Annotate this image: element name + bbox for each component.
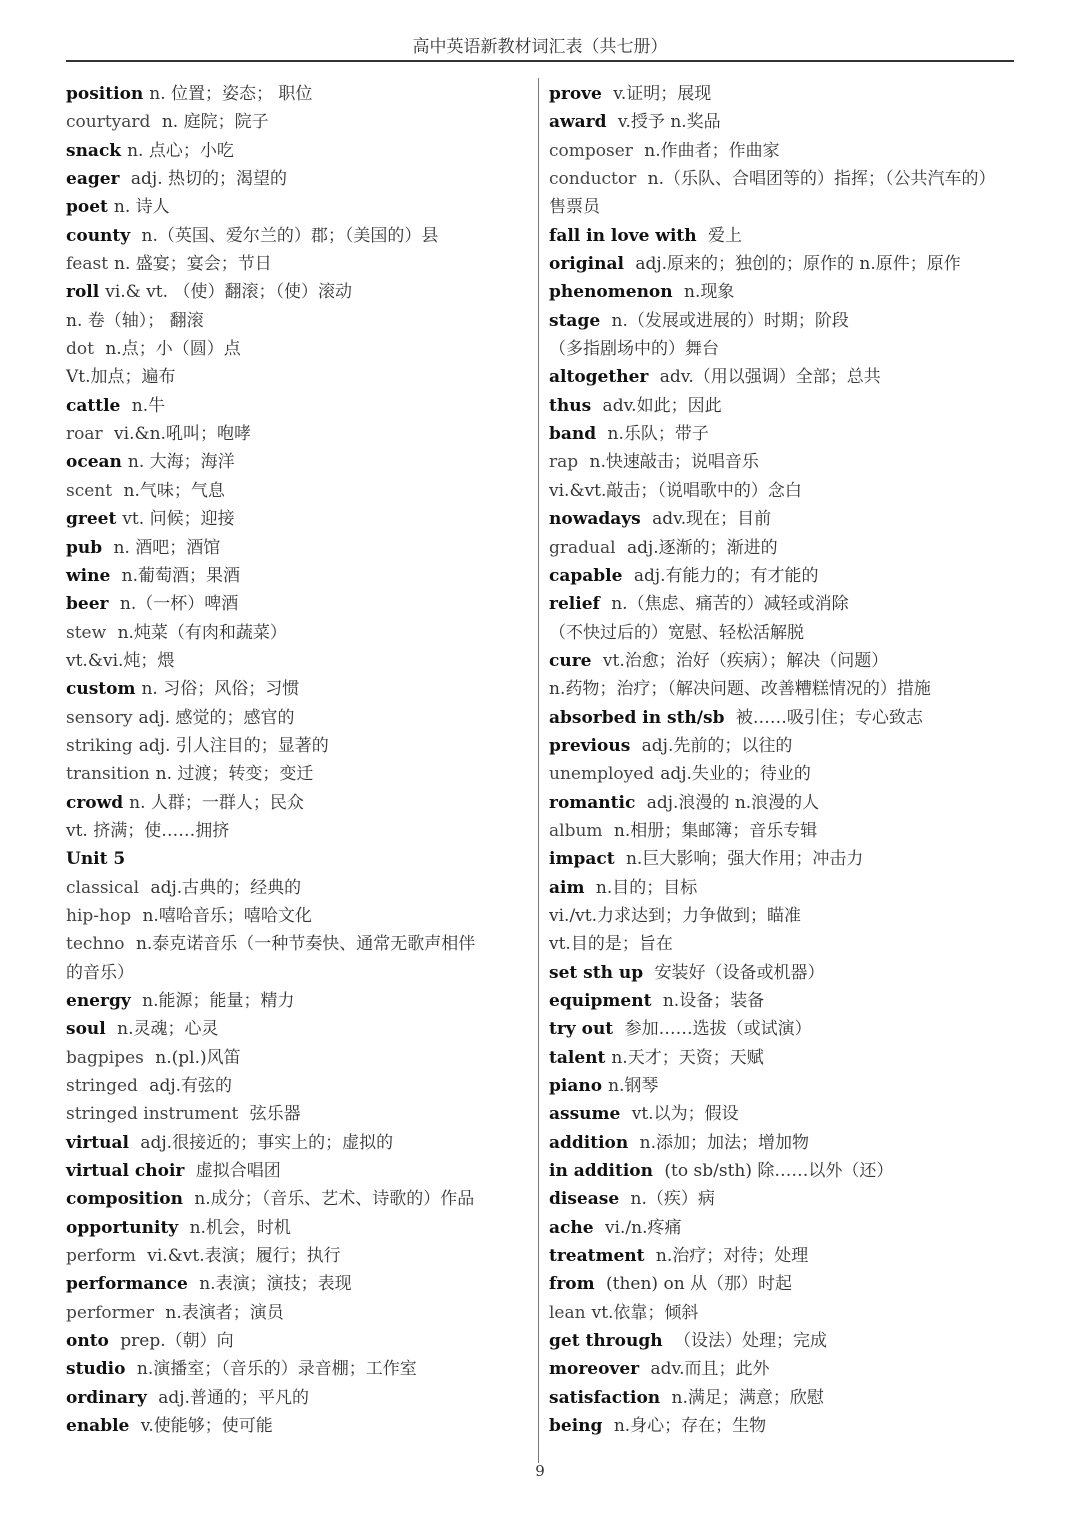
vocab-word: bagpipes <box>66 1047 144 1068</box>
vocab-word: enable <box>66 1416 130 1437</box>
vocab-meaning: adj.有能力的；有才能的 <box>628 565 819 586</box>
vocab-entry <box>66 278 532 306</box>
vocab-meaning: vi./n.疼痛 <box>599 1217 682 1238</box>
vocab-meaning: n.灵魂；心灵 <box>111 1019 219 1040</box>
vocab-meaning: n.现象 <box>678 282 735 303</box>
vocab-entry <box>66 619 532 647</box>
vocab-word: stew <box>66 622 107 643</box>
vocab-entry <box>549 363 1019 391</box>
vocab-word: soul <box>66 1019 106 1040</box>
vocab-meaning: n.表演；演技；表现 <box>193 1274 352 1295</box>
vocab-entry <box>66 307 532 335</box>
vocab-entry <box>549 505 1019 533</box>
vocab-word: from <box>549 1274 595 1295</box>
vocab-word: beer <box>66 594 109 615</box>
vocab-word: composer <box>549 140 633 161</box>
vocab-word: set sth up <box>549 962 644 983</box>
vocab-meaning: n.快速敲击；说唱音乐 <box>584 452 759 473</box>
vocab-entry <box>66 902 532 930</box>
vocab-meaning: vi.&vt.敲击；（说唱歌中的）念白 <box>549 480 802 501</box>
vocab-word: stringed instrument <box>66 1104 239 1125</box>
vocab-meaning: adj.先前的；以往的 <box>636 735 793 756</box>
vocab-word: opportunity <box>66 1217 179 1238</box>
vocab-entry <box>549 1384 1019 1412</box>
vocab-meaning: （不快过后的）宽慰、轻松活解脱 <box>549 622 804 643</box>
vocab-word: onto <box>66 1331 109 1352</box>
vocab-word: stage <box>549 310 601 331</box>
vocab-meaning: n. 点心；小吃 <box>127 140 234 161</box>
vocab-word: classical <box>66 877 140 898</box>
vocab-meaning: vt.依靠；倾斜 <box>591 1302 699 1323</box>
vocab-entry <box>549 222 1019 250</box>
vocab-meaning: n.药物；治疗；（解决问题、改善糟糕情况的）措施 <box>549 679 931 700</box>
vocab-meaning: n.葡萄酒；果酒 <box>116 565 241 586</box>
vocab-entry <box>549 1355 1019 1383</box>
vocab-meaning: n.身心；存在；生物 <box>608 1416 767 1437</box>
vocab-meaning: n. 位置；姿态； 职位 <box>149 84 313 104</box>
vocab-meaning: n.点；小（圆）点 <box>99 339 241 360</box>
vocab-meaning: n.牛 <box>126 395 166 416</box>
vocab-entry <box>66 1299 532 1327</box>
vocab-word: altogether <box>549 367 649 388</box>
vocab-entry <box>549 165 1019 193</box>
vocab-word: energy <box>66 991 131 1011</box>
vocab-entry <box>549 335 1019 363</box>
vocab-entry <box>549 732 1019 760</box>
vocab-meaning: n. 卷（轴）； 翻滚 <box>66 310 204 331</box>
vocab-word: absorbed in sth/sb <box>549 707 725 728</box>
vocab-meaning: n. 酒吧；酒馆 <box>108 537 221 558</box>
vocab-meaning: adj.原来的；独创的；原作的 n.原件；原作 <box>629 254 961 275</box>
vocab-word: sensory <box>66 707 133 728</box>
vocab-word: crowd <box>66 792 124 813</box>
vocab-entry <box>66 1214 532 1242</box>
vocab-word: fall in love with <box>549 225 697 246</box>
vocab-meaning: vt. 问候；迎接 <box>122 509 235 530</box>
vocab-word: conductor <box>549 169 637 190</box>
vocab-entry <box>549 562 1019 590</box>
vocab-entry <box>66 222 532 250</box>
vocab-meaning: （设法）处理；完成 <box>668 1331 827 1352</box>
vocab-word: previous <box>549 735 631 756</box>
vocab-meaning: vi.& vt. （使）翻滚；（使）滚动 <box>105 282 352 303</box>
left-vocabulary-column <box>66 80 532 1441</box>
vocab-meaning: n.泰克诺音乐（一种节奏快、通常无歌声相伴 <box>130 934 476 955</box>
vocab-word: ache <box>549 1217 594 1238</box>
vocab-word: ordinary <box>66 1387 147 1408</box>
vocab-entry <box>549 1100 1019 1128</box>
vocab-entry <box>549 534 1019 562</box>
vocab-meaning: vt.目的是；旨在 <box>549 934 673 955</box>
vocab-entry <box>549 817 1019 845</box>
vocab-entry <box>549 930 1019 958</box>
vocab-entry <box>549 108 1019 136</box>
vocab-word: virtual choir <box>66 1161 185 1182</box>
vocab-meaning: vi./vt.力求达到；力争做到；瞄准 <box>549 905 802 926</box>
vocab-entry <box>549 137 1019 165</box>
vocab-meaning: n.相册；集邮簿；音乐专辑 <box>608 820 818 841</box>
vocab-meaning: adj.浪漫的 n.浪漫的人 <box>641 792 820 813</box>
vocab-meaning: n.气味；气息 <box>118 480 225 501</box>
vocab-word: capable <box>549 565 623 586</box>
vocab-entry <box>549 448 1019 476</box>
vocab-entry <box>549 590 1019 618</box>
vocab-meaning: n.（发展或进展的）时期；阶段 <box>606 310 849 331</box>
vocab-word: disease <box>549 1189 620 1210</box>
vocab-word: nowadays <box>549 509 641 530</box>
vocab-entry <box>66 1242 532 1270</box>
vocab-word: moreover <box>549 1359 640 1380</box>
vocab-entry <box>66 845 532 873</box>
vocab-entry <box>66 704 532 732</box>
vocab-word: piano <box>549 1076 603 1097</box>
vocab-entry <box>549 80 1019 108</box>
vocab-entry <box>549 902 1019 930</box>
vocab-entry <box>66 732 532 760</box>
vocab-entry <box>66 505 532 533</box>
vocab-word: relief <box>549 594 600 615</box>
vocab-meaning: n.（一杯）啤酒 <box>114 594 239 615</box>
vocab-entry <box>549 1214 1019 1242</box>
vocab-word: Unit 5 <box>66 849 126 870</box>
vocab-meaning: (to sb/sth) 除……以外（还） <box>659 1161 894 1182</box>
vocab-meaning: adj.古典的；经典的 <box>145 877 302 898</box>
vocab-meaning: vt. 挤满；使……拥挤 <box>66 820 230 841</box>
vocab-meaning: n.满足；满意；欣慰 <box>666 1387 824 1408</box>
vocab-word: county <box>66 225 131 246</box>
vocab-meaning: (then) on 从（那）时起 <box>600 1274 793 1295</box>
vocab-entry <box>549 420 1019 448</box>
vocab-entry <box>66 250 532 278</box>
vocab-meaning: n.嘻哈音乐；嘻哈文化 <box>137 905 312 926</box>
vocab-entry <box>549 760 1019 788</box>
vocab-word: gradual <box>549 537 616 558</box>
vocab-meaning: n.能源；能量；精力 <box>136 991 295 1011</box>
vocab-entry <box>66 675 532 703</box>
vocab-entry <box>549 704 1019 732</box>
page-number: 9 <box>535 1462 545 1480</box>
vocab-word: eager <box>66 169 120 190</box>
vocab-meaning: n.天才；天资；天赋 <box>611 1047 764 1068</box>
vocab-meaning: n.设备；装备 <box>657 991 765 1011</box>
vocab-entry <box>66 647 532 675</box>
vocab-meaning: n.（英国、爱尔兰的）郡；（美国的）县 <box>136 225 439 246</box>
vocab-meaning: n.添加；加法；增加物 <box>634 1132 810 1153</box>
vocab-meaning: adj. 感觉的；感官的 <box>138 707 295 728</box>
vocab-meaning: n.乐队；带子 <box>602 424 709 445</box>
vocab-meaning: n.表演者；演员 <box>160 1302 284 1323</box>
vocab-meaning: n.治疗；对待；处理 <box>650 1246 809 1267</box>
column-divider <box>538 78 539 1463</box>
vocab-meaning: vt.&vi.炖；煨 <box>66 650 175 671</box>
vocab-entry <box>66 534 532 562</box>
vocab-entry <box>549 1072 1019 1100</box>
vocab-word: impact <box>549 849 615 870</box>
vocab-meaning: adj. 引人注目的；显著的 <box>138 735 329 756</box>
vocab-word: wine <box>66 565 111 586</box>
vocab-entry <box>549 307 1019 335</box>
vocab-word: original <box>549 254 624 275</box>
vocab-word: talent <box>549 1047 606 1068</box>
vocab-word: band <box>549 424 597 445</box>
vocab-meaning: n.炖菜（有肉和蔬菜） <box>112 622 287 643</box>
vocab-meaning: n.作曲者；作曲家 <box>638 140 780 161</box>
vocab-entry <box>549 675 1019 703</box>
vocab-entry <box>66 1157 532 1185</box>
vocab-meaning: vi.&n.吼叫；咆哮 <box>108 424 251 445</box>
vocab-entry <box>66 1327 532 1355</box>
vocab-meaning: 爱上 <box>702 225 743 246</box>
page-header-title: 高中英语新教材词汇表（共七册） <box>412 37 668 57</box>
vocab-meaning: n.巨大影响；强大作用；冲击力 <box>620 849 864 870</box>
vocab-meaning: n. 诗人 <box>113 197 170 218</box>
vocab-entry <box>66 874 532 902</box>
vocab-word: lean <box>549 1302 586 1323</box>
vocab-word: ocean <box>66 452 122 473</box>
vocab-word: techno <box>66 934 125 955</box>
vocab-entry <box>66 448 532 476</box>
vocab-entry <box>549 1157 1019 1185</box>
vocab-entry <box>66 137 532 165</box>
vocab-word: assume <box>549 1104 621 1125</box>
vocab-entry <box>66 817 532 845</box>
vocab-entry <box>66 1072 532 1100</box>
vocab-entry <box>549 477 1019 505</box>
vocab-entry <box>66 1015 532 1043</box>
vocab-entry <box>66 193 532 221</box>
vocab-entry <box>66 1412 532 1440</box>
vocab-entry <box>549 1270 1019 1298</box>
vocab-word: hip-hop <box>66 905 132 926</box>
vocab-meaning: n.（焦虑、痛苦的）减轻或消除 <box>605 594 849 615</box>
vocab-word: poet <box>66 197 108 218</box>
vocab-entry <box>66 1100 532 1128</box>
vocab-entry <box>66 987 532 1015</box>
vocab-word: rap <box>549 452 579 473</box>
vocab-word: get through <box>549 1331 663 1352</box>
vocab-entry <box>549 647 1019 675</box>
vocab-meaning: （多指剧场中的）舞台 <box>549 339 719 360</box>
vocab-meaning: adj. 热切的；渴望的 <box>125 169 287 190</box>
vocab-entry <box>66 165 532 193</box>
vocab-entry <box>66 1270 532 1298</box>
vocab-word: roar <box>66 424 103 445</box>
vocab-word: cure <box>549 650 592 671</box>
vocab-word: being <box>549 1416 603 1437</box>
vocab-word: unemployed <box>549 764 655 785</box>
vocab-meaning: n.演播室；（音乐的）录音棚；工作室 <box>131 1359 417 1380</box>
vocab-entry <box>549 278 1019 306</box>
vocab-word: stringed <box>66 1076 138 1097</box>
vocab-meaning: n.钢琴 <box>608 1076 659 1097</box>
vocab-meaning: 被……吸引住；专心致志 <box>730 707 923 728</box>
vocab-meaning: 售票员 <box>549 197 600 218</box>
vocab-word: award <box>549 112 607 133</box>
vocab-meaning: n.成分；（音乐、艺术、诗歌的）作品 <box>188 1189 475 1210</box>
vocab-word: roll <box>66 282 100 303</box>
vocab-word: equipment <box>549 991 652 1011</box>
vocab-entry <box>549 193 1019 221</box>
page-header <box>66 32 1014 60</box>
vocab-entry <box>66 789 532 817</box>
vocab-entry <box>549 1015 1019 1043</box>
vocab-meaning: n.（乐队、合唱团等的）指挥；（公共汽车的） <box>642 169 996 190</box>
vocab-entry <box>66 959 532 987</box>
vocab-word: treatment <box>549 1246 645 1267</box>
vocab-meaning: adv.（用以强调）全部；总共 <box>654 367 881 388</box>
vocab-entry <box>66 335 532 363</box>
vocab-meaning: 的音乐） <box>66 962 134 983</box>
vocab-word: phenomenon <box>549 282 673 303</box>
vocab-meaning: adj.逐渐的；渐进的 <box>621 537 778 558</box>
vocab-word: snack <box>66 140 122 161</box>
vocab-entry <box>66 590 532 618</box>
vocab-meaning: n.（疾）病 <box>625 1189 715 1210</box>
vocab-meaning: n. 大海；海洋 <box>127 452 235 473</box>
vocab-meaning: v.使能够；使可能 <box>135 1416 273 1437</box>
vocab-entry <box>549 1299 1019 1327</box>
vocab-entry <box>549 250 1019 278</box>
vocab-word: pub <box>66 537 103 558</box>
vocab-word: album <box>549 820 603 841</box>
vocab-entry <box>549 987 1019 1015</box>
vocab-entry <box>66 1185 532 1213</box>
header-divider <box>66 60 1014 62</box>
vocab-meaning: n. 庭院；院子 <box>156 112 269 133</box>
vocab-word: dot <box>66 339 94 360</box>
vocab-word: courtyard <box>66 112 151 133</box>
vocab-entry <box>549 874 1019 902</box>
vocab-entry <box>549 1185 1019 1213</box>
vocab-meaning: 参加……选拔（或试演） <box>619 1019 812 1040</box>
vocab-word: in addition <box>549 1161 653 1182</box>
vocab-meaning: v.证明；展现 <box>607 84 712 104</box>
vocab-entry <box>66 760 532 788</box>
vocab-meaning: vt.治愈；治好（疾病）；解决（问题） <box>597 650 889 671</box>
vocab-meaning: n. 人群；一群人；民众 <box>129 792 304 813</box>
vocab-word: feast <box>66 254 109 275</box>
vocab-word: position <box>66 84 144 104</box>
vocab-entry <box>66 1129 532 1157</box>
vocab-meaning: adj.很接近的；事实上的；虚拟的 <box>134 1132 394 1153</box>
vocab-entry <box>66 477 532 505</box>
vocab-meaning: adj.有弦的 <box>143 1076 233 1097</box>
vocab-word: try out <box>549 1019 614 1040</box>
vocab-entry <box>549 619 1019 647</box>
vocab-meaning: n.目的；目标 <box>590 877 698 898</box>
vocab-word: transition <box>66 764 150 785</box>
right-vocabulary-column <box>549 80 1019 1441</box>
vocab-word: romantic <box>549 792 636 813</box>
vocab-word: addition <box>549 1132 629 1153</box>
vocab-entry <box>549 845 1019 873</box>
vocab-entry <box>66 562 532 590</box>
vocab-meaning: vt.以为；假设 <box>626 1104 739 1125</box>
vocab-meaning: adj.失业的；待业的 <box>660 764 811 785</box>
vocab-word: greet <box>66 509 117 530</box>
vocab-meaning: Vt.加点；遍布 <box>66 367 176 388</box>
vocab-word: thus <box>549 395 592 416</box>
vocab-entry <box>66 1044 532 1072</box>
vocab-entry <box>549 1412 1019 1440</box>
vocab-word: perform <box>66 1246 136 1267</box>
vocab-entry <box>549 392 1019 420</box>
vocab-entry <box>66 930 532 958</box>
vocab-entry <box>549 1327 1019 1355</box>
vocab-meaning: 弦乐器 <box>244 1104 301 1125</box>
vocab-meaning: vi.&vt.表演；履行；执行 <box>141 1246 341 1267</box>
vocab-entry <box>549 1044 1019 1072</box>
vocab-word: satisfaction <box>549 1387 661 1408</box>
vocab-meaning: 安装好（设备或机器） <box>649 962 825 983</box>
vocab-meaning: n.机会，时机 <box>184 1217 291 1238</box>
vocab-entry <box>66 420 532 448</box>
vocab-meaning: n. 习俗；风俗；习惯 <box>141 679 300 700</box>
vocab-entry <box>66 80 532 108</box>
vocab-word: aim <box>549 877 585 898</box>
vocab-meaning: n. 过渡；转变；变迁 <box>155 764 314 785</box>
vocab-word: composition <box>66 1189 183 1210</box>
vocab-meaning: adv.而且；此外 <box>645 1359 770 1380</box>
vocab-entry <box>66 1355 532 1383</box>
vocab-meaning: adj.普通的；平凡的 <box>152 1387 309 1408</box>
vocab-entry <box>66 108 532 136</box>
vocab-meaning: n. 盛宴；宴会；节日 <box>114 254 272 275</box>
vocab-word: performer <box>66 1302 155 1323</box>
vocab-entry <box>549 1129 1019 1157</box>
vocab-meaning: adv.如此；因此 <box>597 395 722 416</box>
vocab-word: striking <box>66 735 133 756</box>
vocab-word: studio <box>66 1359 126 1380</box>
vocab-meaning: n.(pl.)风笛 <box>149 1047 241 1068</box>
vocab-word: performance <box>66 1274 188 1295</box>
vocab-meaning: v.授予 n.奖品 <box>612 112 721 133</box>
vocab-entry <box>66 363 532 391</box>
vocab-entry <box>549 1242 1019 1270</box>
vocab-entry <box>549 789 1019 817</box>
vocab-word: custom <box>66 679 136 700</box>
vocab-word: virtual <box>66 1132 129 1153</box>
vocab-word: cattle <box>66 395 121 416</box>
vocab-entry <box>549 959 1019 987</box>
vocab-entry <box>66 1384 532 1412</box>
vocab-entry <box>66 392 532 420</box>
vocab-meaning: prep.（朝）向 <box>114 1331 234 1352</box>
vocab-meaning: adv.现在；目前 <box>646 509 772 530</box>
vocab-meaning: 虚拟合唱团 <box>190 1161 281 1182</box>
vocab-word: scent <box>66 480 113 501</box>
vocab-word: prove <box>549 84 602 104</box>
